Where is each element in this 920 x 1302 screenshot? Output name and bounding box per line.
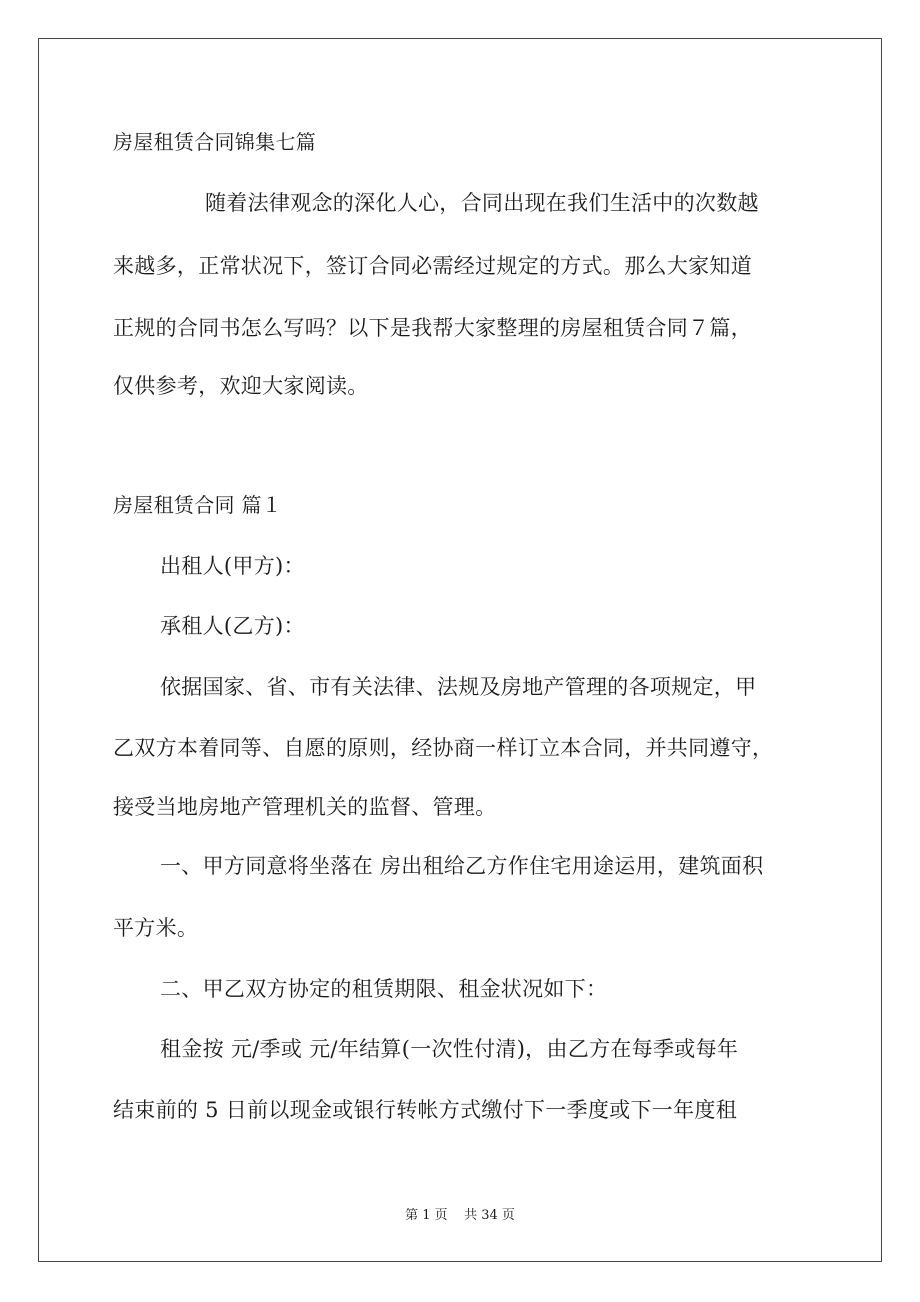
page-border (38, 38, 882, 1262)
body-line: 接受当地房地产管理机关的监督、管理。 (113, 795, 497, 819)
body-line: 二、甲乙双方协定的租赁期限、租金状况如下： (160, 977, 608, 1001)
lessee-label: 承租人(乙方)： (160, 614, 305, 638)
document-title: 房屋租赁合同锦集七篇 (113, 130, 316, 154)
body-line: 租金按 元/季或 元/年结算(一次性付清)，由乙方在每季或每年 (160, 1037, 739, 1061)
intro-line: 来越多，正常状况下，签订合同必需经过规定的方式。那么大家知道 (113, 254, 752, 278)
body-line: 结束前的 5 日前以现金或银行转帐方式缴付下一季度或下一年度租 (113, 1098, 738, 1122)
intro-line: 仅供参考，欢迎大家阅读。 (113, 374, 369, 398)
body-line: 一、甲方同意将坐落在 房出租给乙方作住宅用途运用，建筑面积 (160, 854, 764, 878)
page-number-footer: 第 1 页 共 34 页 (405, 1208, 515, 1223)
body-line: 平方米。 (113, 916, 199, 940)
body-line: 依据国家、省、市有关法律、法规及房地产管理的各项规定，甲 (160, 675, 757, 699)
section-heading: 房屋租赁合同 篇１ (113, 493, 283, 517)
intro-line: 正规的合同书怎么写吗？以下是我帮大家整理的房屋租赁合同７篇， (113, 316, 752, 340)
intro-line: 随着法律观念的深化人心，合同出现在我们生活中的次数越 (205, 191, 759, 215)
body-line: 乙双方本着同等、自愿的原则，经协商一样订立本合同，并共同遵守， (113, 736, 774, 760)
lessor-label: 出租人(甲方)： (160, 554, 305, 578)
